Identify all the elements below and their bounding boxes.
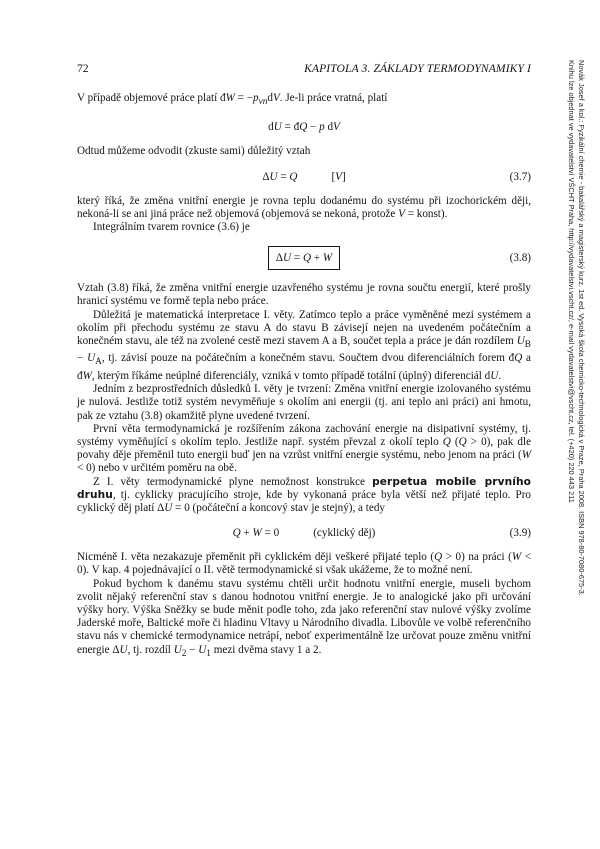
equation-box: ΔU = Q + W: [268, 246, 340, 270]
equation-number: (3.9): [509, 527, 531, 540]
paragraph-closed-system: Vztah (3.8) říká, že změna vnitřní energie uzavřeného systému je rovna součtu energií, které prošly hranicí systému ve formě tepla nebo práce.: [77, 282, 531, 308]
paragraph-nevertheless: Nicméně I. věta nezakazuje přeměnit při cyklickém ději veškeré přijaté teplo (Q > 0) na práci (W < 0). V kap. 4 pojednávající o II. větě termodynamické si však ukážeme, že to možné není.: [77, 551, 531, 577]
chapter-title: KAPITOLA 3. ZÁKLADY TERMODYNAMIKY I: [304, 62, 531, 75]
equation-3-9: Q + W = 0 (cyklický děj) (3.9): [232, 527, 531, 540]
equation-3-7: ΔU = Q [V] (3.7): [262, 170, 531, 183]
paragraph-volume-work: V případě objemové práce platí đW = $-p_{vn}dV$. Je-li práce vratná, platí: [77, 92, 388, 108]
paragraph-perpetuum-mobile: Z I. věty termodynamické plyne nemožnost konstrukce perpetua mobile prvního druhu, tj. cyklicky pracujícího stroje, kde by vykonaná práce byla větší než přijaté teplo. Pro cyklický děj platí ΔU = 0 (počáteční a koncový stav je stejný), a tedy: [77, 475, 531, 514]
paragraph-math-interpretation: Důležitá je matematická interpretace I. věty. Zatímco teplo a práce vyměněné mezi systémem a okolím při přechodu systému ze stavu A do stavu B závisejí nejen na uvedeném počátečním a konečném stavu, ale též na zvolené cestě mezi stavem A a B, součet tepla a práce je dán rozdílem $U_B - U_A$, tj. závisí pouze na počátečním a konečném stavu. Součtem dvou diferenciálních forem đQ a đW, kterým říkáme neúplné diferenciály, vzniká v tomto případě totální (úplný) diferenciál dU.: [77, 308, 532, 382]
paragraph-dissipative: První věta termodynamická je rozšířením zákona zachování energie na disipativní systémy, tj. systémy vyměňující s okolím teplo. Jestliže např. systém převzal z okolí teplo Q (Q > 0), pak dle povahy děje přeměnil tuto energii buď jen na vzrůst vnitřní energie systému, nebo jenom na práci (W < 0) nebo v určitém poměru na obě.: [77, 422, 532, 475]
page-body: [77, 92, 531, 661]
equation-number: (3.7): [509, 170, 531, 183]
page-header: [77, 62, 531, 78]
equation-du-reversible: dU = đQ − p dV: [268, 121, 340, 134]
equation-number: (3.8): [509, 252, 531, 265]
equation-3-8: [77, 245, 531, 271]
paragraph-derive: Odtud můžeme odvodit (zkuste sami) důležitý vztah: [77, 145, 311, 158]
paragraph-isochoric: který říká, že změna vnitřní energie je rovna teplu dodanému do systému při izochorickém ději, nekoná-li se ani jiná práce než objemová (objemová se nekoná, protože V = konst).: [77, 194, 531, 220]
paragraph-reference-state: Pokud bychom k danému stavu systému chtěli určit hodnotu vnitřní energie, museli bychom zvolit nějaký referenční stav s danou hodnotou vnitřní energie. Je to analogické jako při určování výšky hory. Výška Sněžky se bude měnit podle toho, zda jako referenční stav nulové výšky zvolíme Jaderské moře, Baltické moře či hladinu Vltavy u Národního divadla. Libovůle ve volbě referenčního stavu nás v chemické termodynamice netrápí, neboť experimentálně lze určovat pouze změnu vnitřní energie ΔU, tj. rozdíl $U_2 - U_1$ mezi dvěma stavy 1 a 2.: [77, 577, 531, 659]
paragraph-isolated-system: Jedním z bezprostředních důsledků I. věty je tvrzení: Změna vnitřní energie izolovaného systému je nulová. Jestliže totiž systém nevyměňuje s okolím ani energii (tj. ani teplo ani práci) ani hmotu, pak ze vztahu (3.8) okamžitě plyne uvedené tvrzení.: [77, 383, 531, 422]
citation-line: Novák Josef a kol.: Fyzikální chemie - bakalářský a magisterský kurz. 1st ed. Vysoká škola chemicko-technologická v Praze, Praha 2008. ISBN 978-80-7080-675-3.: [577, 60, 586, 596]
margin-citation: [560, 60, 600, 780]
page-number: 72: [77, 62, 89, 75]
paragraph-integral-form: Integrálním tvarem rovnice (3.6) je: [93, 221, 250, 234]
citation-line: Knihu lze objednat ve vydavatelství VŠCHT Praha, http://vydavatelstvi.vscht.cz/, e-mail vydavatelstvi@vscht.cz, tel. (+420) 220 443 211: [567, 60, 577, 503]
key-term: perpetua mobile prvního druhu: [77, 475, 531, 501]
